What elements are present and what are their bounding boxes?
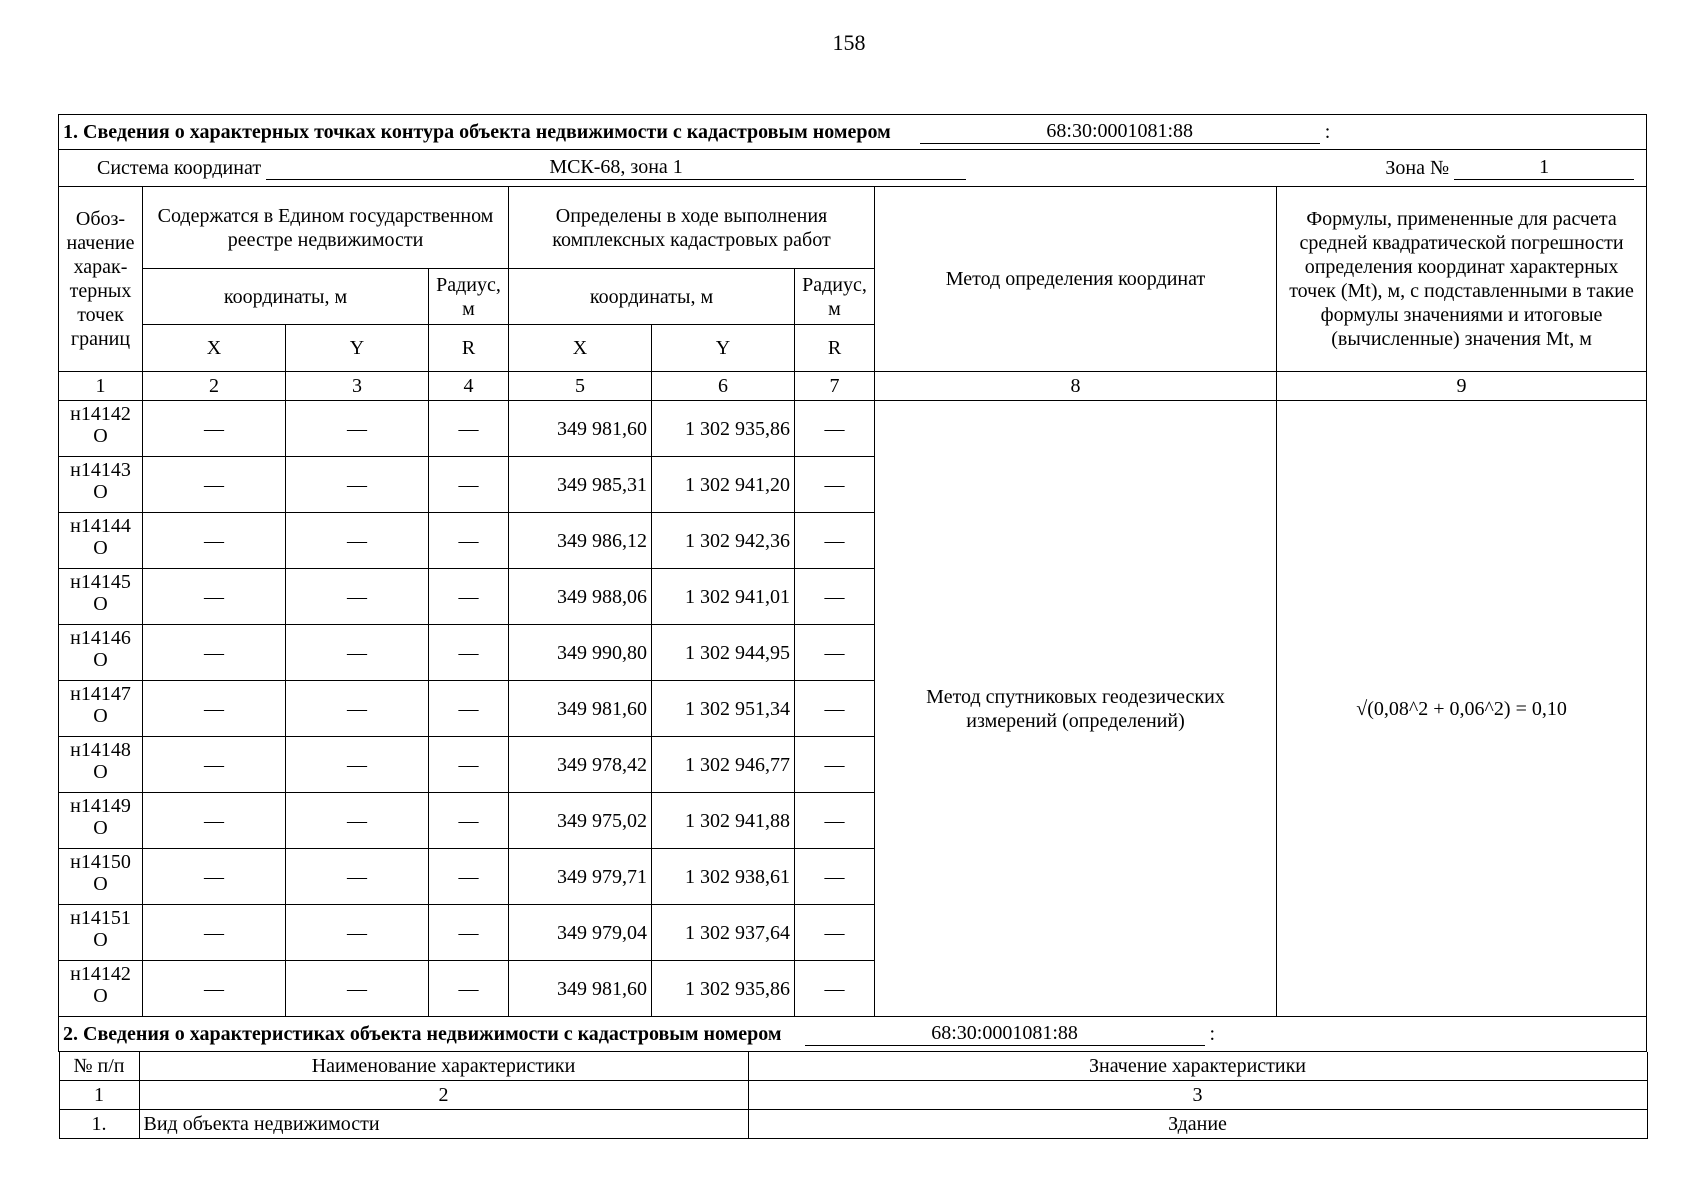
registry-r: — [429, 961, 509, 1017]
coord-y: 1 302 937,64 [652, 905, 795, 961]
registry-x: — [143, 961, 286, 1017]
column-index: 1 [59, 1081, 139, 1110]
registry-x: — [143, 849, 286, 905]
coord-x: 349 990,80 [509, 625, 652, 681]
radius: — [795, 625, 875, 681]
section1-colon: : [1324, 121, 1331, 143]
coord-y: 1 302 941,20 [652, 457, 795, 513]
registry-y: — [286, 513, 429, 569]
registry-r: — [429, 457, 509, 513]
point-designation: н14147 О [59, 681, 143, 737]
coord-y: 1 302 942,36 [652, 513, 795, 569]
header-determined-radius: Радиус, м [795, 269, 875, 325]
column-index: 8 [875, 372, 1277, 401]
radius: — [795, 961, 875, 1017]
coord-x: 349 979,04 [509, 905, 652, 961]
point-designation: н14150 О [59, 849, 143, 905]
registry-x: — [143, 401, 286, 457]
header-registry-coordinates: координаты, м [143, 269, 429, 325]
header-in-registry: Содержатся в Едином государственном реестре недвижимости [143, 187, 509, 269]
registry-r: — [429, 737, 509, 793]
coord-x: 349 981,60 [509, 681, 652, 737]
registry-y: — [286, 793, 429, 849]
header-point-designation: Обоз-начение харак-терных точек границ [59, 187, 143, 372]
coord-y: 1 302 941,88 [652, 793, 795, 849]
coord-system-label: Система координат [97, 157, 262, 179]
registry-x: — [143, 793, 286, 849]
registry-y: — [286, 681, 429, 737]
coord-y: 1 302 951,34 [652, 681, 795, 737]
registry-r: — [429, 681, 509, 737]
coord-x: 349 981,60 [509, 961, 652, 1017]
registry-r: — [429, 849, 509, 905]
point-designation: н14151 О [59, 905, 143, 961]
point-designation: н14149 О [59, 793, 143, 849]
point-designation: н14148 О [59, 737, 143, 793]
characteristic-name: Вид объекта недвижимости [139, 1110, 748, 1139]
section1-title-text: 1. Сведения о характерных точках контура объекта недвижимости с кадастровым номером [63, 121, 891, 143]
zone-value: 1 [1454, 156, 1634, 180]
coord-system-row [59, 150, 1647, 187]
registry-y: — [286, 457, 429, 513]
registry-r: — [429, 569, 509, 625]
section2-title-row [59, 1017, 1647, 1052]
registry-y: — [286, 401, 429, 457]
characteristic-value: Здание [748, 1110, 1647, 1139]
column-index: 3 [748, 1081, 1647, 1110]
registry-y: — [286, 569, 429, 625]
point-designation: н14145 О [59, 569, 143, 625]
point-designation: н14142 О [59, 401, 143, 457]
section2-table-row [59, 1052, 1647, 1140]
registry-x: — [143, 457, 286, 513]
radius: — [795, 737, 875, 793]
registry-r: — [429, 905, 509, 961]
header-registry-x: X [143, 325, 286, 372]
radius: — [795, 569, 875, 625]
column-index: 5 [509, 372, 652, 401]
registry-r: — [429, 513, 509, 569]
registry-x: — [143, 905, 286, 961]
table-row [59, 1110, 1647, 1139]
coord-x: 349 986,12 [509, 513, 652, 569]
radius: — [795, 513, 875, 569]
registry-r: — [429, 625, 509, 681]
header-value: Значение характеристики [748, 1052, 1647, 1081]
cadastral-table [58, 114, 1647, 1139]
registry-x: — [143, 569, 286, 625]
section2-cadastral-number: 68:30:0001081:88 [805, 1022, 1205, 1046]
coord-x: 349 985,31 [509, 457, 652, 513]
column-index: 9 [1277, 372, 1647, 401]
radius: — [795, 401, 875, 457]
table-row [59, 401, 1647, 457]
registry-y: — [286, 625, 429, 681]
characteristic-num: 1. [59, 1110, 139, 1139]
header-registry-radius: Радиус, м [429, 269, 509, 325]
coord-x: 349 979,71 [509, 849, 652, 905]
radius: — [795, 793, 875, 849]
point-designation: н14143 О [59, 457, 143, 513]
column-index: 6 [652, 372, 795, 401]
header-determined-x: X [509, 325, 652, 372]
column-index: 2 [139, 1081, 748, 1110]
radius: — [795, 457, 875, 513]
registry-r: — [429, 401, 509, 457]
header-determined-y: Y [652, 325, 795, 372]
registry-r: — [429, 793, 509, 849]
coord-x: 349 975,02 [509, 793, 652, 849]
registry-x: — [143, 513, 286, 569]
registry-y: — [286, 961, 429, 1017]
header-method: Метод определения координат [875, 187, 1277, 372]
column-index: 3 [286, 372, 429, 401]
coord-y: 1 302 946,77 [652, 737, 795, 793]
coord-y: 1 302 944,95 [652, 625, 795, 681]
radius: — [795, 905, 875, 961]
section2-title-text: 2. Сведения о характеристиках объекта недвижимости с кадастровым номером [63, 1023, 782, 1045]
header-formulas: Формулы, примененные для расчета средней квадратической погрешности определения координат характерных точек (Mt), м, с подставленными в такие формулы значениями и итоговые (вычисленные) значения Mt, м [1277, 187, 1647, 372]
header-determined-r: R [795, 325, 875, 372]
section1-cadastral-number: 68:30:0001081:88 [920, 120, 1320, 144]
formula-value: √(0,08^2 + 0,06^2) = 0,10 [1277, 401, 1647, 1017]
header-row-1 [59, 187, 1647, 269]
page-number: 158 [832, 30, 866, 55]
registry-x: — [143, 681, 286, 737]
characteristics-header-row [59, 1052, 1647, 1081]
column-index: 7 [795, 372, 875, 401]
point-designation: н14142 О [59, 961, 143, 1017]
column-index-row [59, 372, 1647, 401]
registry-x: — [143, 625, 286, 681]
coord-x: 349 978,42 [509, 737, 652, 793]
registry-y: — [286, 905, 429, 961]
registry-y: — [286, 737, 429, 793]
zone-label: Зона № [1385, 157, 1450, 179]
coord-y: 1 302 938,61 [652, 849, 795, 905]
section2-colon: : [1209, 1023, 1216, 1045]
coord-system-value: МСК-68, зона 1 [266, 156, 966, 180]
column-index: 4 [429, 372, 509, 401]
coord-x: 349 981,60 [509, 401, 652, 457]
method-value: Метод спутниковых геодезических измерений (определений) [875, 401, 1277, 1017]
coord-y: 1 302 935,86 [652, 401, 795, 457]
characteristics-index-row [59, 1081, 1647, 1110]
characteristics-table [59, 1052, 1648, 1139]
registry-y: — [286, 849, 429, 905]
header-registry-y: Y [286, 325, 429, 372]
header-determined: Определены в ходе выполнения комплексных кадастровых работ [509, 187, 875, 269]
header-registry-r: R [429, 325, 509, 372]
coord-x: 349 988,06 [509, 569, 652, 625]
point-designation: н14144 О [59, 513, 143, 569]
header-determined-coordinates: координаты, м [509, 269, 795, 325]
header-name: Наименование характеристики [139, 1052, 748, 1081]
registry-x: — [143, 737, 286, 793]
coord-y: 1 302 941,01 [652, 569, 795, 625]
column-index: 2 [143, 372, 286, 401]
header-num: № п/п [59, 1052, 139, 1081]
coord-y: 1 302 935,86 [652, 961, 795, 1017]
radius: — [795, 681, 875, 737]
section1-title [59, 115, 1647, 150]
point-designation: н14146 О [59, 625, 143, 681]
column-index: 1 [59, 372, 143, 401]
section2-title [59, 1017, 1647, 1052]
radius: — [795, 849, 875, 905]
section1-title-row [59, 115, 1647, 150]
